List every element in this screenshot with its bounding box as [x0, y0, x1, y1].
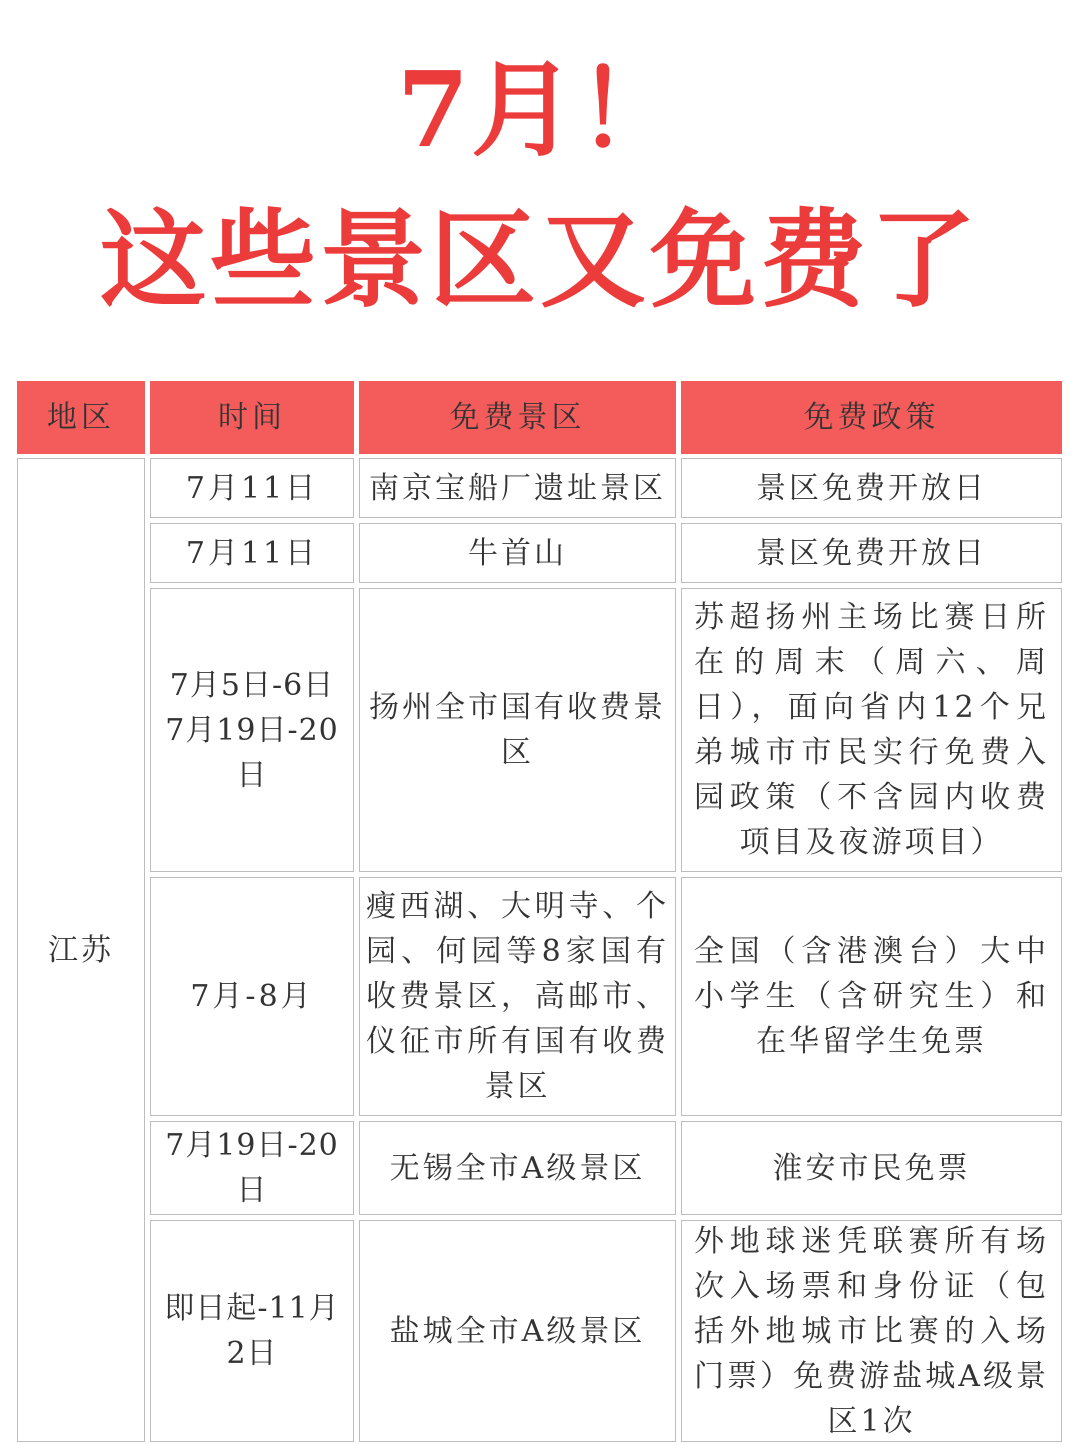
- row6-scenic: 盐城全市A级景区: [359, 1220, 676, 1442]
- row5-time: 7月19日-20日: [150, 1121, 354, 1215]
- row1-policy: 景区免费开放日: [681, 458, 1062, 518]
- row4-scenic: 瘦西湖、大明寺、个园、何园等8家国有收费景区，高邮市、仪征市所有国有收费景区: [359, 877, 676, 1116]
- row2-policy: 景区免费开放日: [681, 523, 1062, 583]
- header-policy: 免费政策: [681, 381, 1062, 454]
- row4-policy: 全国（含港澳台）大中小学生（含研究生）和在华留学生免票: [681, 877, 1062, 1116]
- row3-policy: 苏超扬州主场比赛日所在的周末（周六、周日），面向省内12个兄弟城市市民实行免费入园政策（不含园内收费项目及夜游项目）: [681, 588, 1062, 872]
- row1-time: 7月11日: [150, 458, 354, 518]
- header-region: 地区: [17, 381, 145, 454]
- row3-scenic: 扬州全市国有收费景区: [359, 588, 676, 872]
- row6-policy: 外地球迷凭联赛所有场次入场票和身份证（包括外地城市比赛的入场门票）免费游盐城A级景区1次: [681, 1220, 1062, 1442]
- header-time: 时间: [150, 381, 354, 454]
- page-title-line2: 这些景区又免费了: [100, 197, 980, 322]
- row4-time: 7月-8月: [150, 877, 354, 1116]
- row3-time: 7月5日-6日 7月19日-20日: [150, 588, 354, 872]
- page-title-line1: 7月！: [396, 48, 684, 171]
- row1-scenic: 南京宝船厂遗址景区: [359, 458, 676, 518]
- header-scenic-area: 免费景区: [359, 381, 676, 454]
- row2-time: 7月11日: [150, 523, 354, 583]
- row6-time: 即日起-11月2日: [150, 1220, 354, 1442]
- row5-policy: 淮安市民免票: [681, 1121, 1062, 1215]
- region-cell: 江苏: [17, 458, 145, 1442]
- row5-scenic: 无锡全市A级景区: [359, 1121, 676, 1215]
- row2-scenic: 牛首山: [359, 523, 676, 583]
